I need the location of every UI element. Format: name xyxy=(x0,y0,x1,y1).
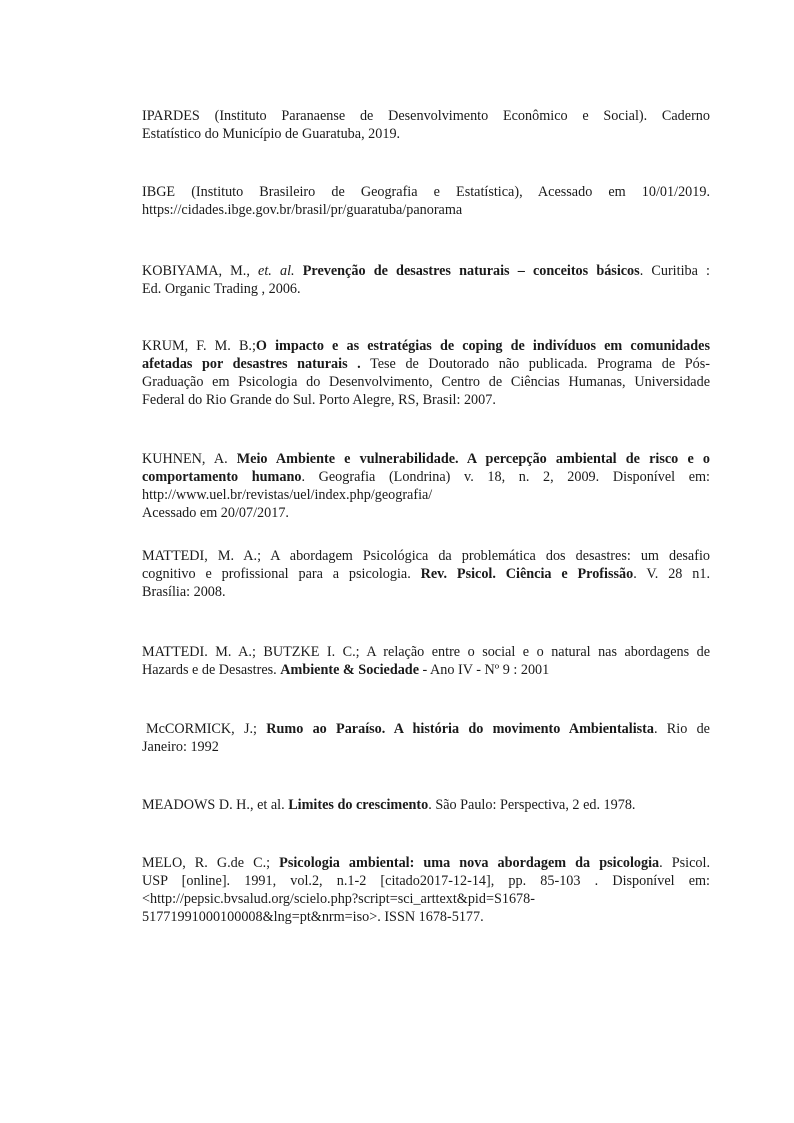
reference-line: <http://pepsic.bvsalud.org/scielo.php?script=sci_arttext&pid=S1678- xyxy=(142,891,535,907)
reference-rest: - Ano IV - Nº 9 : 2001 xyxy=(419,662,550,678)
reference-title: Rumo ao Paraíso. A história do movimento Ambientalista xyxy=(266,721,654,737)
reference-mattedi-2001 xyxy=(142,643,710,679)
reference-rest: . Geografia (Londrina) v. 18, n. 2, 2009. Disponível em: xyxy=(301,469,710,485)
reference-line: 51771991000100008&lng=pt&nrm=iso>. ISSN 1678-5177. xyxy=(142,909,484,925)
reference-rest: . Curitiba : xyxy=(639,263,711,279)
reference-title: Rev. Psicol. Ciência e Profissão xyxy=(420,566,634,582)
reference-title: Limites do crescimento xyxy=(288,797,429,813)
reference-line xyxy=(142,337,710,355)
reference-melo xyxy=(142,854,710,926)
reference-line xyxy=(142,720,710,738)
reference-mattedi-2008 xyxy=(142,547,710,601)
reference-line: Acessado em 20/07/2017. xyxy=(142,505,289,521)
reference-line xyxy=(142,468,710,486)
reference-author: MELO, R. G.de C.; xyxy=(142,855,280,871)
reference-title: Meio Ambiente e vulnerabilidade. A percepção ambiental de risco e o xyxy=(236,451,710,467)
reference-line: IPARDES (Instituto Paranaense de Desenvolvimento Econômico e Social). Caderno xyxy=(142,108,710,124)
reference-line: Federal do Rio Grande do Sul. Porto Alegre, RS, Brasil: 2007. xyxy=(142,392,496,408)
reference-title: Psicologia ambiental: uma nova abordagem da psicologia xyxy=(279,855,660,871)
reference-ipardes xyxy=(142,107,710,143)
reference-line xyxy=(142,565,710,583)
reference-title: Ambiente & Sociedade xyxy=(280,662,419,678)
reference-rest: . Rio de xyxy=(653,721,710,737)
reference-rest: . V. 28 n1. xyxy=(633,566,710,582)
reference-line xyxy=(142,661,710,679)
reference-line xyxy=(142,355,710,373)
reference-rest: . São Paulo: Perspectiva, 2 ed. 1978. xyxy=(428,797,636,813)
reference-rest: Tese de Doutorado não publicada. Programa de Pós- xyxy=(360,356,711,372)
reference-title: O impacto e as estratégias de coping de indivíduos em comunidades xyxy=(255,338,710,354)
reference-title: Prevenção de desastres naturais – conceitos básicos xyxy=(302,263,640,279)
reference-author: MEADOWS D. H., et al. xyxy=(142,797,289,813)
reference-line: http://www.uel.br/revistas/uel/index.php/geografia/ xyxy=(142,487,433,503)
reference-pre: Hazards e de Desastres. xyxy=(142,662,281,678)
reference-author: KUHNEN, A. xyxy=(142,451,237,467)
reference-author: McCORMICK, J.; xyxy=(146,721,267,737)
reference-line: Brasília: 2008. xyxy=(142,584,226,600)
reference-line xyxy=(142,262,710,280)
reference-line xyxy=(142,450,710,468)
reference-title: comportamento humano xyxy=(142,469,302,485)
reference-mccormick xyxy=(142,720,710,756)
reference-line xyxy=(142,796,710,814)
reference-line: MATTEDI, M. A.; A abordagem Psicológica da problemática dos desastres: um desafio xyxy=(142,548,710,564)
reference-kobiyama xyxy=(142,262,710,298)
reference-krum xyxy=(142,337,710,409)
reference-kuhnen xyxy=(142,450,710,522)
reference-line xyxy=(142,854,710,872)
reference-rest: . Psicol. xyxy=(659,855,710,871)
reference-ibge xyxy=(142,183,710,219)
reference-line: USP [online]. 1991, vol.2, n.1-2 [citado2017-12-14], pp. 85-103 . Disponível em: xyxy=(142,873,710,889)
reference-line: Janeiro: 1992 xyxy=(142,739,219,755)
reference-pre: cognitivo e profissional para a psicologia. xyxy=(142,566,421,582)
reference-title: afetadas por desastres naturais . xyxy=(142,356,361,372)
reference-author: KRUM, F. M. B.; xyxy=(142,338,256,354)
reference-etal: et. al. xyxy=(258,263,295,279)
reference-line: https://cidades.ibge.gov.br/brasil/pr/guaratuba/panorama xyxy=(142,202,463,218)
reference-author: KOBIYAMA, M., xyxy=(142,263,259,279)
reference-line: Estatístico do Município de Guaratuba, 2019. xyxy=(142,126,401,142)
reference-line: MATTEDI. M. A.; BUTZKE I. C.; A relação entre o social e o natural nas abordagens de xyxy=(142,644,710,660)
reference-line: IBGE (Instituto Brasileiro de Geografia e Estatística), Acessado em 10/01/2019. xyxy=(142,184,710,200)
reference-line: Graduação em Psicologia do Desenvolvimento, Centro de Ciências Humanas, Universidade xyxy=(142,374,710,390)
reference-meadows xyxy=(142,796,710,814)
reference-line: Ed. Organic Trading , 2006. xyxy=(142,281,301,297)
